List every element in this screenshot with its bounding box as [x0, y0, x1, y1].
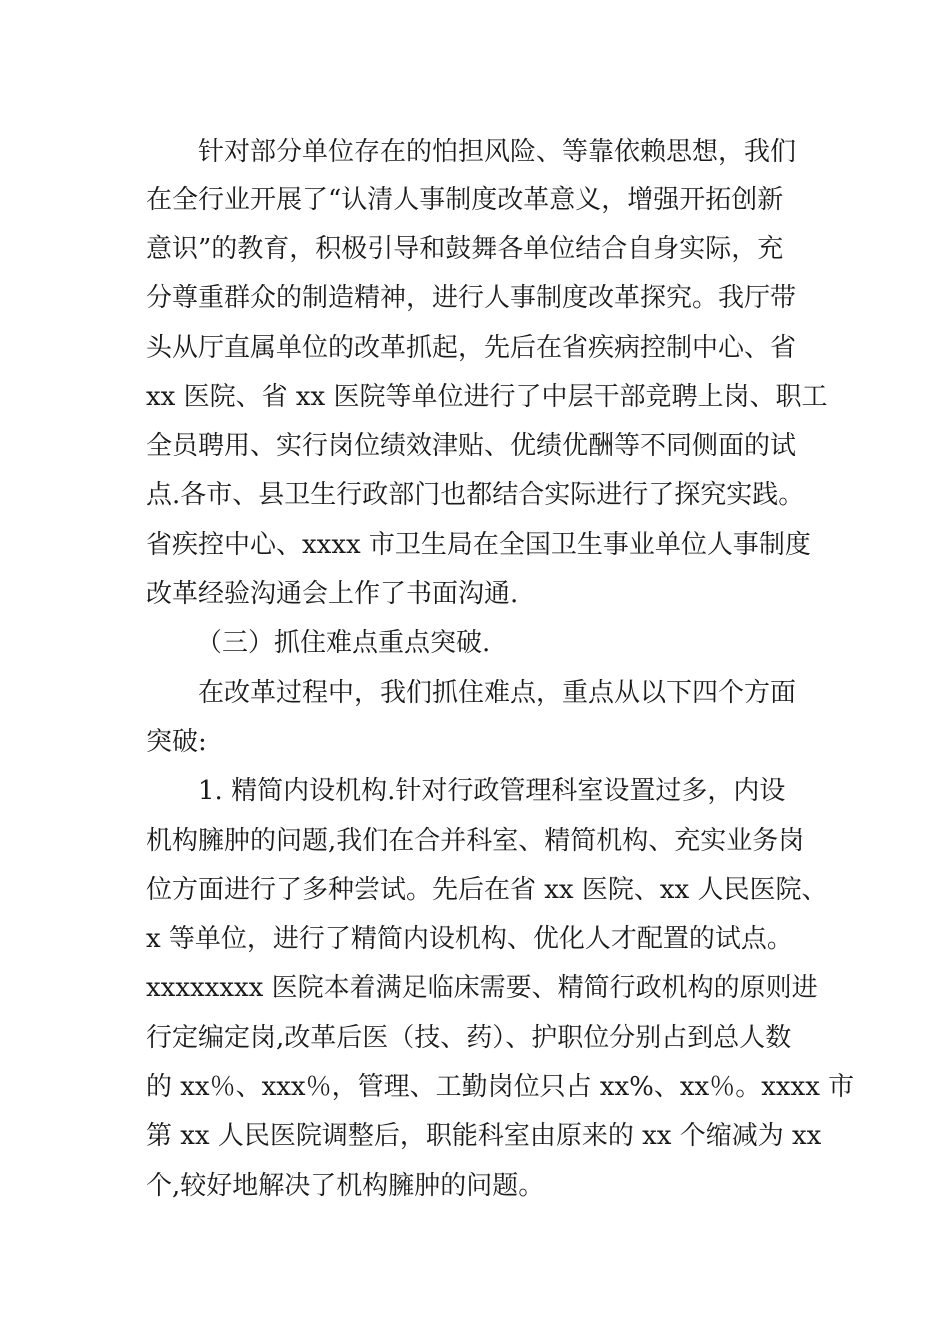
paragraph-line: 全员聘用、实行岗位绩效津贴、优绩优酬等不同侧面的试 — [146, 431, 797, 461]
paragraph-line: 针对部分单位存在的怕担风险、等靠依赖思想，我们 — [198, 137, 797, 167]
paragraph-line: 改革经验沟通会上作了书面沟通. — [146, 579, 519, 609]
paragraph-line: 第 xx 人民医院调整后，职能科室由原来的 xx 个缩减为 xx — [146, 1121, 822, 1151]
paragraph-line: xxxxxxxx 医院本着满足临床需要、精简行政机构的原则进 — [146, 973, 818, 1003]
paragraph-line: 突破: — [146, 727, 207, 757]
paragraph-line: xx 医院、省 xx 医院等单位进行了中层干部竞聘上岗、职工 — [146, 382, 828, 412]
paragraph-line: 意识”的教育，积极引导和鼓舞各单位结合自身实际，充 — [146, 234, 784, 264]
paragraph-line: 头从厅直属单位的改革抓起，先后在省疾病控制中心、省 — [146, 333, 797, 363]
paragraph-line: 在全行业开展了“认清人事制度改革意义，增强开拓创新 — [146, 185, 784, 215]
paragraph-line: 在改革过程中，我们抓住难点，重点从以下四个方面 — [198, 678, 797, 708]
section-heading: （三）抓住难点重点突破. — [196, 628, 491, 658]
paragraph-line: 1. 精简内设机构.针对行政管理科室设置过多，内设 — [198, 776, 786, 806]
paragraph-line: 点.各市、县卫生行政部门也都结合实际进行了探究实践。 — [146, 480, 805, 510]
paragraph-line: 行定编定岗,改革后医（技、药）、护职位分别占到总人数 — [146, 1023, 792, 1053]
paragraph-line: 个,较好地解决了机构臃肿的问题。 — [146, 1171, 545, 1201]
paragraph-line: 机构臃肿的问题,我们在合并科室、精简机构、充实业务岗 — [146, 826, 805, 856]
paragraph-line: x 等单位，进行了精简内设机构、优化人才配置的试点。 — [146, 924, 793, 954]
paragraph-line: 省疾控中心、xxxx 市卫生局在全国卫生事业单位人事制度 — [146, 530, 811, 560]
paragraph-line: 位方面进行了多种尝试。先后在省 xx 医院、xx 人民医院、 — [146, 875, 828, 905]
paragraph-line: 的 xx％、xxx％，管理、工勤岗位只占 xx%、xx％。xxxx 市 — [146, 1072, 855, 1102]
paragraph-line: 分尊重群众的制造精神，进行人事制度改革探究。我厅带 — [146, 283, 797, 313]
